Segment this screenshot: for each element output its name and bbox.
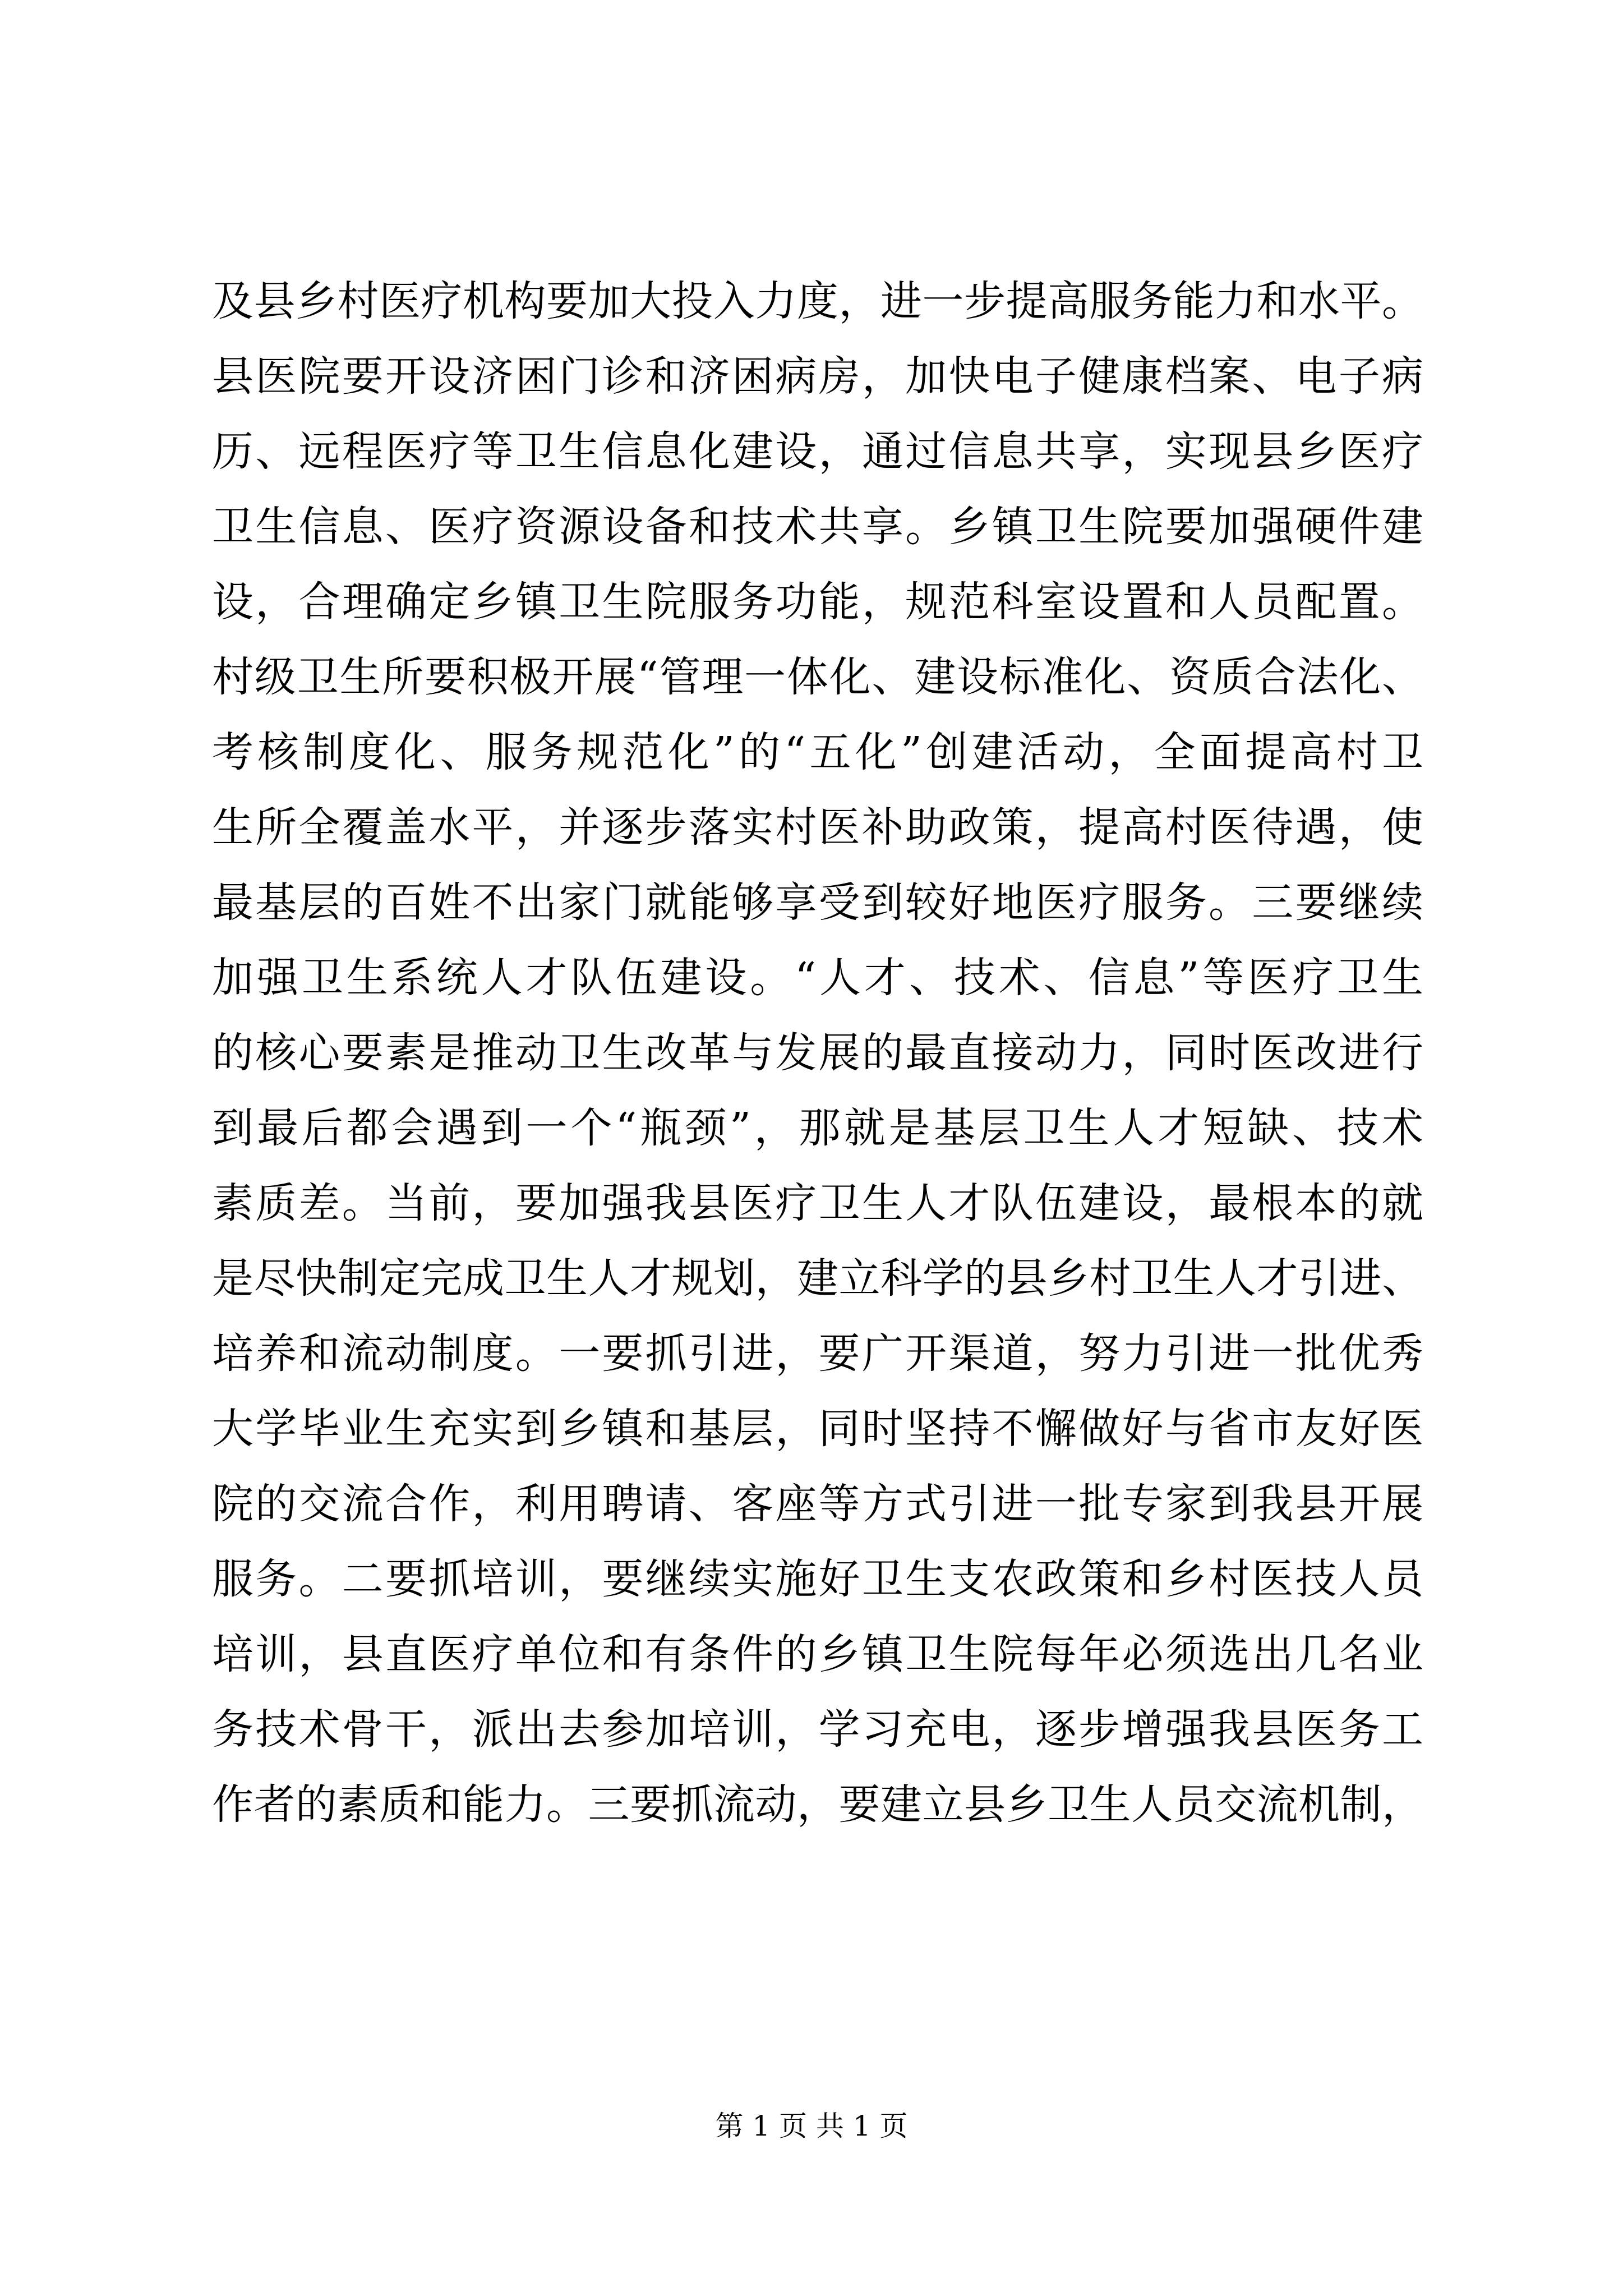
text-line: 务技术骨干，派出去参加培训，学习充电，逐步增强我县医务工 bbox=[212, 1705, 1423, 1754]
text-line: 历、远程医疗等卫生信息化建设，通过信息共享，实现县乡医疗 bbox=[212, 427, 1423, 476]
text-line: 及县乡村医疗机构要加大投入力度，进一步提高服务能力和水平。 bbox=[212, 277, 1423, 325]
text-line: 培养和流动制度。一要抓引进，要广开渠道，努力引进一批优秀 bbox=[212, 1329, 1423, 1378]
text-line: 是尽快制定完成卫生人才规划，建立科学的县乡村卫生人才引进、 bbox=[212, 1254, 1423, 1303]
text-line: 最基层的百姓不出家门就能够享受到较好地医疗服务。三要继续 bbox=[212, 878, 1423, 927]
text-line: 生所全覆盖水平，并逐步落实村医补助政策，提高村医待遇，使 bbox=[212, 803, 1423, 852]
text-line: 作者的素质和能力。三要抓流动，要建立县乡卫生人员交流机制， bbox=[212, 1780, 1423, 1829]
text-line: 设，合理确定乡镇卫生院服务功能，规范科室设置和人员配置。 bbox=[212, 578, 1423, 626]
page-number: 第 1 页 共 1 页 bbox=[715, 2110, 908, 2142]
text-line: 村级卫生所要积极开展“管理一体化、建设标准化、资质合法化、 bbox=[212, 653, 1423, 701]
text-line: 卫生信息、医疗资源设备和技术共享。乡镇卫生院要加强硬件建 bbox=[212, 503, 1423, 551]
text-line: 县医院要开设济困门诊和济困病房，加快电子健康档案、电子病 bbox=[212, 352, 1423, 401]
text-line: 院的交流合作，利用聘请、客座等方式引进一批专家到我县开展 bbox=[212, 1480, 1423, 1528]
text-line: 加强卫生系统人才队伍建设。“人才、技术、信息”等医疗卫生 bbox=[212, 954, 1423, 1002]
page-footer bbox=[0, 2106, 1623, 2146]
text-line: 素质差。当前，要加强我县医疗卫生人才队伍建设，最根本的就 bbox=[212, 1179, 1423, 1227]
text-line: 考核制度化、服务规范化”的“五化”创建活动，全面提高村卫 bbox=[212, 728, 1423, 776]
text-line: 培训，县直医疗单位和有条件的乡镇卫生院每年必须选出几名业 bbox=[212, 1630, 1423, 1678]
text-line: 服务。二要抓培训，要继续实施好卫生支农政策和乡村医技人员 bbox=[212, 1555, 1423, 1603]
text-line: 到最后都会遇到一个“瓶颈”，那就是基层卫生人才短缺、技术 bbox=[212, 1104, 1423, 1152]
text-line: 大学毕业生充实到乡镇和基层，同时坚持不懈做好与省市友好医 bbox=[212, 1405, 1423, 1453]
body-text bbox=[212, 264, 1423, 1842]
text-line: 的核心要素是推动卫生改革与发展的最直接动力，同时医改进行 bbox=[212, 1029, 1423, 1077]
